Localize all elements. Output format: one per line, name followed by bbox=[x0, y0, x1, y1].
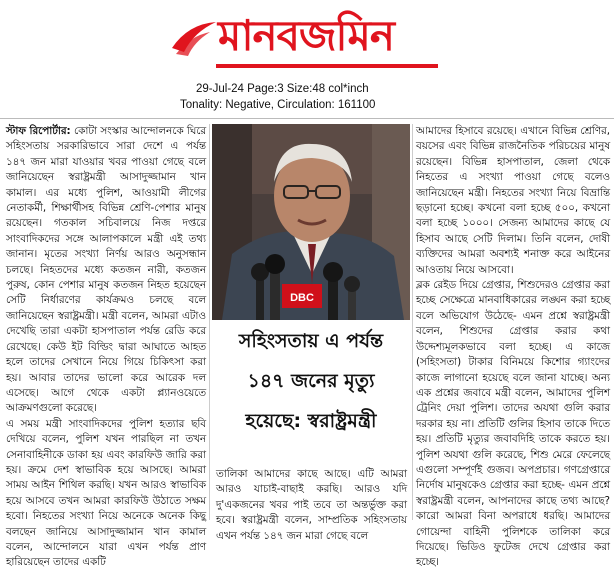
clip-meta-line1: 29-Jul-24 Page:3 Size:48 col*inch bbox=[196, 83, 369, 95]
column-rule bbox=[412, 124, 413, 520]
headline-line-3: হয়েছে: স্বরাষ্ট্রমন্ত্রী bbox=[245, 410, 377, 432]
headline-line-2: ১৪৭ জনের মৃত্যু bbox=[247, 370, 375, 392]
paragraph-text: কোটা সংস্কার আন্দোলনকে ঘিরে সহিংসতায় সরকারিভাবে সারা দেশে এ পর্যন্ত ১৪৭ জন মারা যাওয়ার খবর পাওয়া গেছে বলে জানিয়েছেন স্বরাষ্ট্রমন্ত্রী আসাদুজ্জামান খান কামাল। এর মধ্যে পুলিশ, আওয়ামী লীগের নেতাকর্মী, শিক্ষার্থীসহ বিভিন্ন শ্রেণি-পেশার মানুষ রয়েছেন। গতকাল সচিবালয়ে নিজ দপ্তরে সাংবাদিকদের সঙ্গে আলাপকালে মন্ত্রী এই তথ্য জানান। মৃতের সংখ্যা নির্ণয় আরও অনুসন্ধান চলছে। নিহতদের মধ্যে কতজন নারী, কতজন পুরুষ, কোন পেশার মানুষ কতজন নিহত হয়েছেন সেটি নির্ধারণের কার্যক্রমও চলছে বলে জানিয়েছেন স্বরাষ্ট্রমন্ত্রী। মন্ত্রী বলেন, আমরা এটাও দেখেছি তারা একটা হাসপাতাল পর্যন্ত রেডি করে রেখেছে। কেউ ইট বিল্ডিং দ্বারা আঘাতে আহত হলে তাদের সেখানে নিয়ে গিয়ে চিকিৎসা করা হয়। আবার তাদের ভালো করে আরেক দল এসেছে। আগে থেকে একটা প্ল্যানওয়েতে আক্রমণগুলো করেছে। bbox=[6, 125, 207, 415]
headline-line-1: সহিংসতায় এ পর্যন্ত bbox=[238, 330, 384, 352]
masthead-swoosh-icon bbox=[170, 18, 218, 58]
masthead bbox=[170, 4, 440, 72]
article-paragraph: আমাদের হিসাবে রয়েছে। এখানে বিভিন্ন শ্রেণির, বয়সের এবং বিভিন্ন রাজনৈতিক পরিচয়ের মানুষ রয়েছেন। বিভিন্ন হাসপাতাল, জেলা থেকে নিহতের এ সংখ্যা পাওয়া গেছে বলেও জানিয়েছেন মন্ত্রী। নিহতের সংখ্যা নিয়ে বিভ্রান্তি ছড়ানো হচ্ছে। কখনো বলা হচ্ছে ৫০০, কখনো বলা হচ্ছে ১০০০। সেজন্য আমাদের কাছে যে হিসাব আছে সেটি দিলাম। তিনি বলেন, দোষী ব্যক্তিদের আমরা অবশ্যই শনাক্ত করে আইনের আওতায় নিয়ে আসবো। bbox=[416, 125, 610, 276]
article-paragraph: ব্লক রেইড দিয়ে গ্রেপ্তার, শিশুদেরও গ্রেপ্তার করা হচ্ছে সেক্ষেত্রে মানবাধিকারের লঙ্ঘন করা হচ্ছে বলে অভিযোগ উঠেছে- এমন প্রশ্নে স্বরাষ্ট্রমন্ত্রী বলেন, শিশুদের গ্রেপ্তার করার কথা উদ্দেশ্যমূলকভাবে বলা হচ্ছে। এ কাজে (সহিংসতা) টাকার বিনিময়ে কিশোর গ্যাংদের কাজে লাগানো হয়েছে বলে জানা যাচ্ছে। অন্য এক প্রশ্নের জবাবে মন্ত্রী বলেন, আমাদের পুলিশ ট্রেনিং দেয়া পুলিশ। তাদের অযথা গুলি করার দরকার হয় না। প্রতিটি গুলির হিসাব তাকে দিতে হয়। প্রতিটি মৃত্যুর জবাবদিহি তাকে করতে হয়। পুলিশ অযথা গুলি করেছে, শিশু মেরে ফেলেছে এগুলো সম্পূর্ণই গুজব। অপপ্রচার। গণগ্রেপ্তারে নির্দোষ মানুষকেও গ্রেপ্তার করা হচ্ছে- এমন প্রশ্নে স্বরাষ্ট্রমন্ত্রী বলেন, আপনাদের কাছে তথ্য আছে? কারো আমরা বিনা অপরাধে ধরছি। আমাদের গোয়েন্দা বাহিনী পুলিশকে তালিকা করে দিয়েছে। ভিডিও ফুটেজ দেখে গ্রেপ্তার করা হচ্ছে। bbox=[416, 279, 610, 569]
byline: স্টাফ রিপোর্টার: bbox=[6, 125, 71, 137]
article-paragraph: তালিকা আমাদের কাছে আছে। এটি আমরা আরও যাচাই-বাছাই করছি। আরও যদি দু'একজনের খবর পাই তবে তা অন্তর্ভুক্ত করা হবে। স্বরাষ্ট্রমন্ত্রী বলেন, সাম্প্রতিক সহিংসতায় এখন পর্যন্ত ১৪৭ জন মারা গেছে বলে bbox=[216, 468, 407, 542]
article-paragraph bbox=[6, 124, 206, 417]
article-column-1 bbox=[6, 124, 207, 569]
column-rule bbox=[209, 124, 210, 520]
header-divider bbox=[0, 118, 614, 119]
minister-speaking-image bbox=[212, 124, 410, 320]
masthead-underline bbox=[216, 64, 438, 68]
article-paragraph: এ সময় মন্ত্রী সাংবাদিকদের পুলিশ হত্যার ছবি দেখিয়ে বলেন, পুলিশ যখন পারছিল না তখন সেনাবাহিনীকে ডাকা হয় এবং কারফিউ জারি করা হয়। ক্রমে দেশ স্বাভাবিক হয়ে আসছে। আমরা সাময় আইন শিথিল করছি। যখন আরও স্বাভাবিক হয়ে আসবে তখন আমরা কারফিউ উঠাতে সক্ষম হবো। নিহতের সংখ্যা নিয়ে অনেকে অনেক কিছু বলছেন জানিয়ে আসাদুজ্জামান খান কামাল বলেন, আন্দোলনে যারা এখন পর্যন্ত প্রাণ হারিয়েছেন তাদের একটি bbox=[6, 417, 206, 569]
news-photo bbox=[212, 124, 410, 320]
article-headline bbox=[212, 322, 410, 462]
article-column-3 bbox=[416, 124, 610, 569]
masthead-title: মানবজমিন bbox=[218, 11, 394, 60]
clip-meta-line2: Tonality: Negative, Circulation: 161100 bbox=[180, 99, 376, 111]
mic-brand-label: DBC bbox=[290, 292, 314, 304]
article-column-2 bbox=[216, 467, 407, 542]
